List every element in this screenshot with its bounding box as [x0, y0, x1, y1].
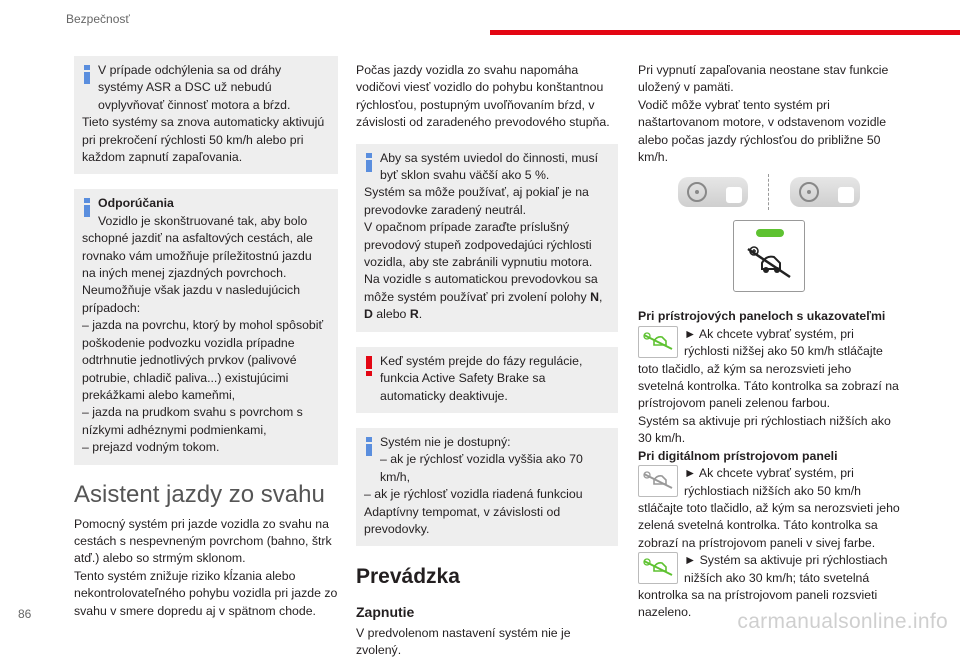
note-text: V prípade odchýlenia sa od dráhy systémy ASR a DSC už nebudú ovplyvňovať činnosť motora a bŕzd.	[98, 63, 291, 112]
body-text: Tento systém znižuje riziko kĺzania alebo nekontrolovateľného pohybu vozidla pri jazde zo svahu v smere dopredu aj v spätnom chode.	[74, 568, 338, 618]
instruction-text: Systém sa aktivuje pri rýchlostiach nižších ako 30 km/h.	[638, 413, 891, 446]
list-item: – ak je rýchlosť vozidla vyššia ako 70 km/h,	[380, 452, 583, 484]
body-text: Počas jazdy vozidla zo svahu napomáha vodičovi viesť vozidlo do pohybu konštantnou rýchlosťou, postupným uvoľňovaním bŕzd, v závislosti od zaradeného prevodového stupňa.	[356, 63, 610, 130]
warning-icon	[366, 356, 372, 375]
hill-descent-icon	[726, 187, 742, 203]
info-icon	[84, 65, 90, 84]
subheading: Pri digitálnom prístrojovom paneli	[638, 448, 838, 463]
list-item: – prejazd vodným tokom.	[82, 440, 220, 455]
subheading: Zapnutie	[356, 604, 415, 621]
section-heading: Prevádzka	[356, 565, 460, 589]
section-title: Asistent jazdy zo svahu	[74, 480, 325, 508]
info-note	[356, 428, 618, 546]
control-illustration	[638, 166, 900, 302]
info-note	[356, 144, 618, 332]
list-item: – ak je rýchlosť vozidla riadená funkciou Adaptívny tempomat, v závislosti od prevodovky.	[364, 487, 583, 536]
steering-wheel-icon	[686, 181, 708, 203]
info-icon	[366, 437, 372, 456]
note-title: Systém nie je dostupný:	[380, 434, 511, 449]
steering-wheel-icon	[798, 181, 820, 203]
info-note	[74, 56, 338, 174]
body-text: Vodič môže vybrať tento systém pri naštartovanom motore, v odstavenom vozidle alebo počas jazdy rýchlosťou do približne 50 km/h.	[638, 97, 887, 165]
hill-descent-button[interactable]	[733, 220, 805, 292]
subheading: Pri prístrojových paneloch s ukazovateľmi	[638, 309, 886, 324]
note-text: Systém sa môže používať, aj pokiaľ je na prevodovke zaradený neutrál.	[364, 185, 589, 217]
instruction-text: ► Ak chcete vybrať systém, pri rýchlosti nižšej ako 50 km/h stláčajte toto tlačidlo, až kým sa nerozsvieti jeho svetelná kontrolka. Táto kontrolka sa zobrazí na prístrojovom paneli zelenou farbou.	[638, 326, 899, 411]
note-text: Keď systém prejde do fázy regulácie, funkcia Active Safety Brake sa automaticky deaktivuje.	[380, 353, 583, 403]
body-text: Pomocný systém pri jazde vozidla zo svahu na cestách s nespevneným povrchom (bahno, štrk atď.) alebo so strmým sklonom.	[74, 516, 332, 566]
body-text: Pri vypnutí zapaľovania neostane stav funkcie uložený v pamäti.	[638, 63, 889, 95]
instruction-block	[638, 465, 900, 552]
header-accent-bar	[490, 30, 960, 35]
list-item: – jazda na povrchu, ktorý by mohol spôsobiť poškodenie podvozku vozidla prípadne odtrhnutie jednotlivých prvkov (palivové potrubie, chladič paliva...) existujúcimi prekážkami alebo kameňmi,	[82, 318, 324, 402]
info-icon	[84, 198, 90, 217]
list-item: – jazda na prudkom svahu s povrchom s nízkymi adhéznymi podmienkami,	[82, 405, 303, 437]
recommendation-note	[74, 189, 338, 464]
note-text: V opačnom prípade zaraďte príslušný prevodový stupeň zodpovedajúci rýchlosti vozidla, aby ste zabránili vypnutiu motora.	[364, 220, 593, 270]
hill-descent-icon	[744, 243, 794, 281]
steering-control-right	[790, 177, 860, 207]
body-text: V predvolenom nastavení systém nie je zvolený.	[356, 625, 571, 658]
status-led	[756, 229, 784, 237]
watermark: carmanualsonline.info	[737, 610, 948, 633]
instruction-text: ► Systém sa aktivuje pri rýchlostiach nižších ako 30 km/h; táto svetelná kontrolka sa na prístrojovom paneli rozsvieti nazeleno.	[638, 553, 888, 620]
note-text: Na vozidle s automatickou prevodovkou sa môže systém používať pri zvolení polohy N, D alebo R.	[364, 272, 603, 322]
hill-descent-icon	[638, 326, 678, 358]
column-1	[74, 56, 338, 620]
hill-descent-icon	[838, 187, 854, 203]
note-text: Vozidlo je skonštruované tak, aby bolo schopné jazdiť na asfaltových cestách, ale rovnako vám umožňuje príležitostnú jazdu na iných menej zjazdných povrchoch. Neumožňuje však jazdu v nasledujúcich prípadoch:	[82, 213, 313, 315]
running-header: Bezpečnosť	[66, 12, 130, 26]
note-text: Tieto systémy sa znova automaticky aktivujú pri prekročení rýchlosti 50 km/h alebo pri každom zapnutí zapaľovania.	[82, 115, 325, 165]
hill-descent-icon	[638, 552, 678, 584]
note-text: Aby sa systém uviedol do činnosti, musí byť sklon svahu väčší ako 5 %.	[380, 150, 599, 183]
steering-control-left	[678, 177, 748, 207]
note-title: Odporúčania	[98, 196, 174, 211]
instruction-text: ► Ak chcete vybrať systém, pri rýchlostiach nižších ako 50 km/h stláčajte toto tlačidlo, až kým sa nerozsvieti jeho zelená svetelná kontrolka. Táto kontrolka sa zobrazí na prístrojovom paneli v sivej farbe.	[638, 466, 900, 550]
page-number: 86	[18, 607, 32, 621]
hill-descent-icon	[638, 465, 678, 497]
warning-note	[356, 347, 618, 413]
column-2	[356, 62, 618, 660]
column-3	[638, 62, 900, 622]
instruction-block	[638, 326, 900, 448]
info-icon	[366, 153, 372, 172]
